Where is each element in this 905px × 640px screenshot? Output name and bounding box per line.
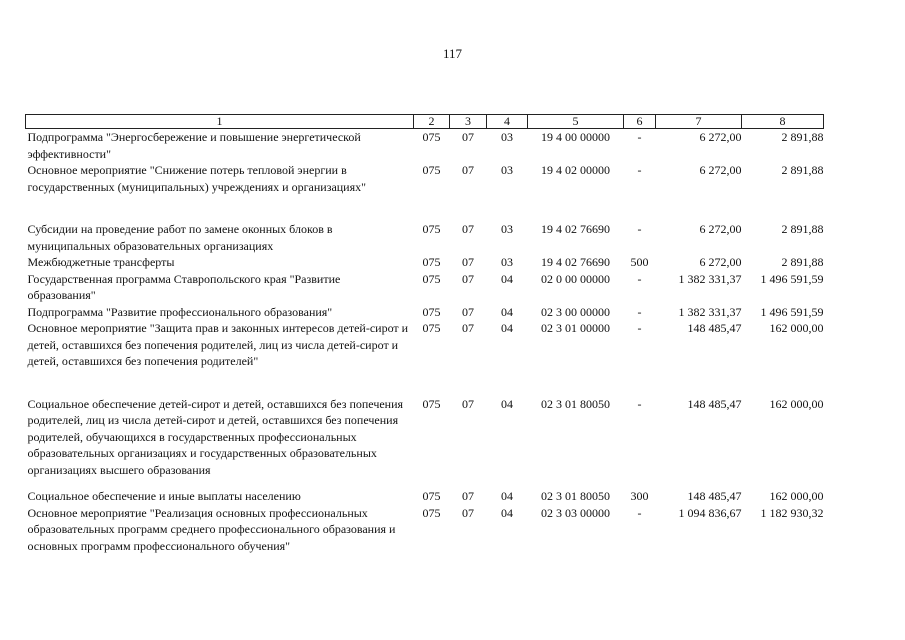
table-row	[26, 271, 824, 304]
row-col-5: 19 4 02 00000	[541, 163, 610, 177]
row-name: Основное мероприятие "Защита прав и законных интересов детей-сирот и детей, оставшихся без попечения родителей, лиц из числа детей-сирот и детей, оставшихся без попечения родителей"	[27, 321, 409, 368]
row-col-4: 04	[501, 271, 513, 286]
row-col-5: 19 4 02 76690	[541, 222, 610, 236]
row-col-4: 03	[501, 222, 513, 236]
header-col-8: 8	[742, 115, 824, 129]
row-col-5: 02 3 01 80050	[541, 396, 610, 411]
row-col-4: 04	[501, 304, 513, 319]
row-col-8: 2 891,88	[781, 255, 824, 269]
row-col-8: 1 496 591,59	[760, 271, 824, 286]
table-row	[26, 304, 824, 321]
row-col-5: 02 3 00 00000	[541, 304, 610, 319]
table-header-row	[26, 115, 824, 129]
row-col-2: 075	[422, 321, 441, 335]
row-col-3: 07	[462, 321, 474, 335]
row-name: Социальное обеспечение и иные выплаты населению	[27, 489, 301, 503]
row-col-2: 075	[422, 505, 441, 520]
row-col-7: 1 382 331,37	[678, 271, 742, 286]
row-col-7: 6 272,00	[699, 163, 742, 177]
row-col-4: 03	[501, 130, 513, 144]
row-name: Социальное обеспечение детей-сирот и детей, оставшихся без попечения родителей, лиц из числа детей-сирот и детей, оставшихся без попечения родителей, обучающихся в государственных профессиональных образовательных организациях и государственных образовательных организациях высшего образования	[27, 396, 404, 477]
row-col-5: 19 4 02 76690	[541, 255, 610, 269]
header-col-1: 1	[26, 115, 414, 129]
table-row	[26, 320, 824, 396]
row-col-2: 075	[422, 222, 441, 236]
row-col-4: 04	[501, 396, 513, 411]
header-col-2: 2	[414, 115, 450, 129]
row-col-3: 07	[462, 222, 474, 236]
row-col-6: -	[637, 304, 642, 319]
row-col-5: 02 3 01 80050	[541, 489, 610, 503]
row-col-4: 03	[501, 255, 513, 269]
row-col-3: 07	[462, 505, 474, 520]
row-name: Основное мероприятие "Снижение потерь тепловой энергии в государственных (муниципальных) учреждениях и организациях"	[27, 163, 367, 194]
table-row	[26, 396, 824, 489]
row-col-2: 075	[422, 396, 441, 411]
row-col-2: 075	[422, 130, 441, 144]
row-col-6: -	[637, 130, 642, 144]
row-col-5: 02 0 00 00000	[541, 271, 610, 286]
row-col-6: -	[637, 163, 642, 177]
row-col-2: 075	[422, 163, 441, 177]
row-col-4: 04	[501, 321, 513, 335]
table-row	[26, 505, 824, 555]
row-col-8: 162 000,00	[769, 321, 824, 335]
row-name: Субсидии на проведение работ по замене оконных блоков в муниципальных образовательных организациях	[27, 222, 333, 253]
row-col-5: 02 3 03 00000	[541, 505, 610, 520]
row-col-6: -	[637, 396, 642, 411]
header-col-7: 7	[656, 115, 742, 129]
row-name: Государственная программа Ставропольского края "Развитие образования"	[27, 271, 341, 302]
row-col-5: 19 4 00 00000	[541, 130, 610, 144]
page-number: 117	[442, 46, 463, 61]
row-col-3: 07	[462, 489, 474, 503]
row-col-6: -	[637, 505, 642, 520]
row-name: Межбюджетные трансферты	[27, 255, 175, 269]
row-col-6: 500	[630, 255, 649, 269]
row-col-4: 04	[501, 489, 513, 503]
row-col-8: 162 000,00	[769, 396, 824, 411]
row-col-2: 075	[422, 489, 441, 503]
row-col-7: 148 485,47	[687, 489, 742, 503]
table-row	[26, 162, 824, 221]
row-col-3: 07	[462, 163, 474, 177]
row-col-8: 2 891,88	[781, 163, 824, 177]
table-row	[26, 488, 824, 505]
row-col-4: 03	[501, 163, 513, 177]
row-col-3: 07	[462, 304, 474, 319]
row-col-4: 04	[501, 505, 513, 520]
row-col-8: 1 182 930,32	[760, 505, 824, 520]
row-col-7: 148 485,47	[687, 321, 742, 335]
table-row	[26, 129, 824, 163]
row-name: Основное мероприятие "Реализация основных профессиональных образовательных программ среднего профессионального образования и основных программ профессионального обучения"	[27, 505, 396, 553]
row-col-7: 6 272,00	[699, 130, 742, 144]
table-row	[26, 254, 824, 271]
row-col-7: 148 485,47	[687, 396, 742, 411]
row-name: Подпрограмма "Развитие профессионального образования"	[27, 304, 333, 319]
row-col-2: 075	[422, 304, 441, 319]
header-col-3: 3	[450, 115, 487, 129]
row-col-2: 075	[422, 255, 441, 269]
row-col-8: 1 496 591,59	[760, 304, 824, 319]
table-row	[26, 221, 824, 254]
row-col-3: 07	[462, 271, 474, 286]
row-col-7: 1 382 331,37	[678, 304, 742, 319]
header-col-6: 6	[624, 115, 656, 129]
header-col-4: 4	[487, 115, 528, 129]
row-col-5: 02 3 01 00000	[541, 321, 610, 335]
row-col-7: 6 272,00	[699, 255, 742, 269]
budget-table	[25, 114, 824, 554]
row-col-2: 075	[422, 271, 441, 286]
header-col-5: 5	[528, 115, 624, 129]
row-col-7: 1 094 836,67	[678, 505, 742, 520]
row-col-7: 6 272,00	[699, 222, 742, 236]
row-col-3: 07	[462, 255, 474, 269]
row-col-6: -	[637, 271, 642, 286]
row-col-3: 07	[462, 130, 474, 144]
row-col-8: 2 891,88	[781, 222, 824, 236]
row-col-6: -	[637, 321, 642, 335]
row-col-3: 07	[462, 396, 474, 411]
row-name: Подпрограмма "Энергосбережение и повышение энергетической эффективности"	[27, 130, 361, 161]
row-col-6: -	[637, 222, 642, 236]
row-col-8: 2 891,88	[781, 130, 824, 144]
row-col-6: 300	[630, 489, 649, 503]
row-col-8: 162 000,00	[769, 489, 824, 503]
